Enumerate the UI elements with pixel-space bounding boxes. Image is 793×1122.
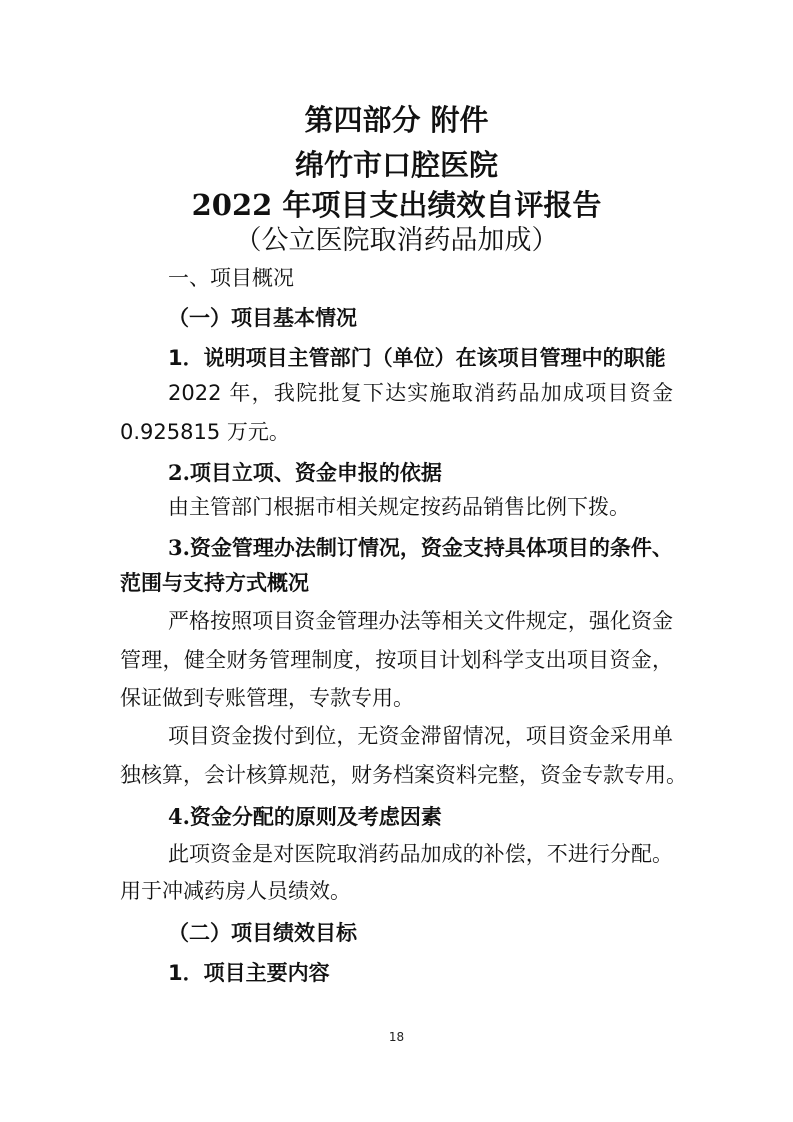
paragraph-line: 独核算，会计核算规范，财务档案资料完整，资金专款专用。	[120, 763, 687, 787]
subsection-heading-basic-info: （一）项目基本情况	[168, 306, 357, 330]
paragraph-line: 此项资金是对医院取消药品加成的补偿，不进行分配。	[168, 842, 673, 866]
report-subtitle: （公立医院取消药品加成）	[234, 225, 559, 256]
paragraph-line: 2022 年，我院批复下达实施取消药品加成项目资金	[168, 381, 673, 405]
part-heading: 第四部分 附件	[304, 103, 489, 137]
item-heading-3-cont: 范围与支持方式概况	[120, 571, 309, 595]
item-heading-4: 4.资金分配的原则及考虑因素	[168, 804, 442, 829]
paragraph-line: 严格按照项目资金管理办法等相关文件规定，强化资金	[168, 609, 673, 633]
paragraph-line: 由主管部门根据市相关规定按药品销售比例下拨。	[168, 495, 630, 519]
paragraph-line: 保证做到专账管理，专款专用。	[120, 686, 414, 710]
subsection-heading-targets: （二）项目绩效目标	[168, 921, 357, 945]
paragraph-line: 项目资金拨付到位，无资金滞留情况，项目资金采用单	[168, 724, 673, 748]
section-heading-overview: 一、项目概况	[168, 266, 294, 290]
paragraph-line: 0.925815 万元。	[120, 420, 290, 444]
page-number: 18	[388, 1030, 405, 1044]
item-heading-5: 1．项目主要内容	[168, 961, 330, 985]
item-heading-2: 2.项目立项、资金申报的依据	[168, 460, 442, 485]
report-title: 2022 年项目支出绩效自评报告	[191, 188, 602, 222]
item-heading-1: 1．说明项目主管部门（单位）在该项目管理中的职能	[168, 346, 666, 370]
paragraph-line: 管理，健全财务管理制度，按项目计划科学支出项目资金，	[120, 648, 673, 672]
paragraph-line: 用于冲减药房人员绩效。	[120, 879, 351, 903]
item-heading-3: 3.资金管理办法制订情况，资金支持具体项目的条件、	[168, 535, 673, 560]
organization-title: 绵竹市口腔医院	[294, 148, 498, 182]
